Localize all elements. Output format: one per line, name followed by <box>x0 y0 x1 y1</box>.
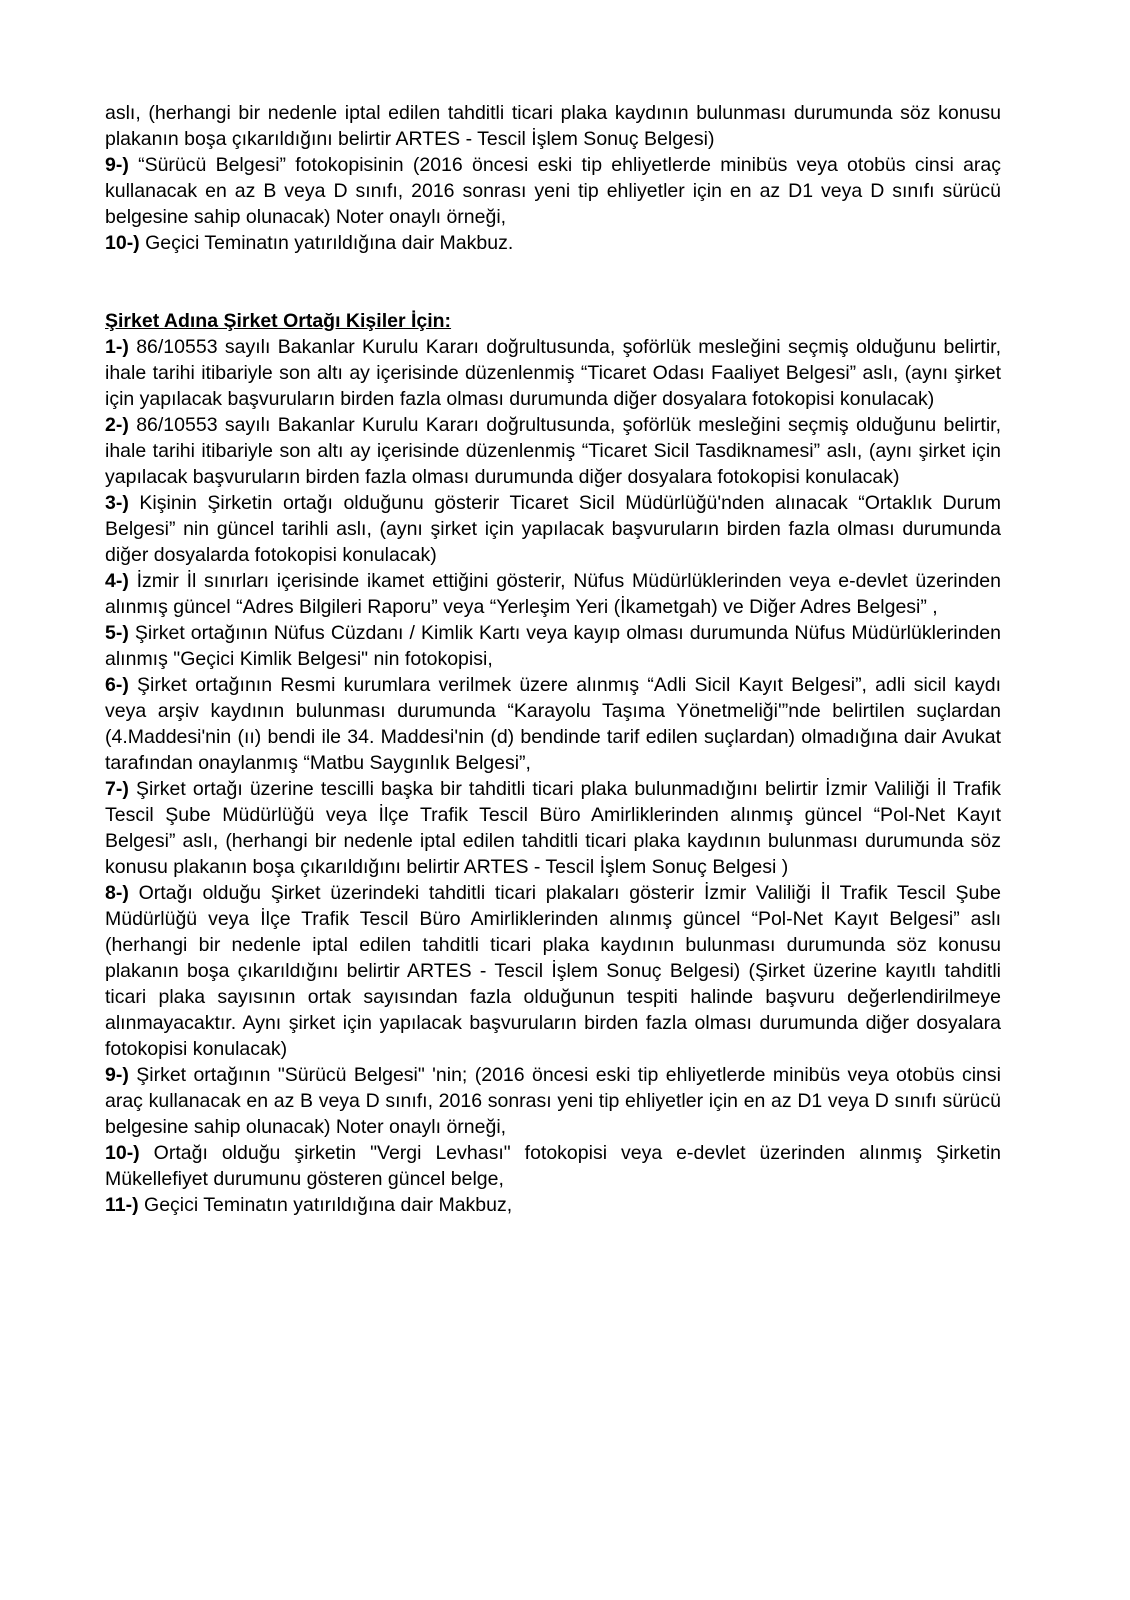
list-item-marker: 11-) <box>105 1194 139 1216</box>
list-item-marker: 1-) <box>105 336 129 358</box>
list-item-marker: 2-) <box>105 414 129 436</box>
list-item <box>105 334 1001 412</box>
section-heading: Şirket Adına Şirket Ortağı Kişiler İçin: <box>105 310 452 332</box>
list-item <box>105 620 1001 672</box>
list-item <box>105 1140 1001 1192</box>
continuation-paragraph <box>105 100 1001 152</box>
list-item <box>105 880 1001 1062</box>
list-item-text: Kişinin Şirketin ortağı olduğunu gösterir Ticaret Sicil Müdürlüğü'nden alınacak “Ortaklık Durum Belgesi” nin güncel tarihli aslı, (aynı şirket için yapılacak başvuruların birden fazla olması durumunda diğer dosyalarda fotokopisi konulacak) <box>105 492 1001 566</box>
list-item-text: Geçici Teminatın yatırıldığına dair Makbuz, <box>144 1194 513 1216</box>
list-item <box>105 1192 1001 1218</box>
list-item-marker: 3-) <box>105 492 129 514</box>
section-heading-row <box>105 308 1001 334</box>
list-item <box>105 568 1001 620</box>
list-item-text: Şirket ortağının Resmi kurumlara verilmek üzere alınmış “Adli Sicil Kayıt Belgesi”, adli sicil kaydı veya arşiv kaydının bulunması durumunda “Karayolu Taşıma Yönetmeliği'”nde belirtilen suçlardan (4.Maddesi'nin (ıı) bendi ile 34. Maddesi'nin (d) bendinde tarif edilen suçlardan) olmadığına dair Avukat tarafından onaylanmış “Matbu Saygınlık Belgesi”, <box>105 674 1001 774</box>
document-content <box>105 100 1001 1218</box>
list-item-marker: 7-) <box>105 778 129 800</box>
list-item-text: Şirket ortağı üzerine tescilli başka bir tahditli ticari plaka bulunmadığını belirtir İzmir Valiliği İl Trafik Tescil Şube Müdürlüğü veya İlçe Trafik Tescil Büro Amirliklerinden alınmış güncel “Pol-Net Kayıt Belgesi” aslı, (herhangi bir nedenle iptal edilen tahditli ticari plaka kaydının bulunması durumunda söz konusu plakanın boşa çıkarıldığını belirtir ARTES - Tescil İşlem Sonuç Belgesi ) <box>105 778 1002 878</box>
list-item-text: Geçici Teminatın yatırıldığına dair Makbuz. <box>145 232 514 254</box>
list-item-text: “Sürücü Belgesi” fotokopisinin (2016 öncesi eski tip ehliyetlerde minibüs veya otobüs cinsi araç kullanacak en az B veya D sınıfı, 2016 sonrası yeni tip ehliyetler için en az D1 veya D sınıfı sürücü belgesine sahip olunacak) Noter onaylı örneği, <box>105 154 1001 228</box>
list-item-marker: 6-) <box>105 674 129 696</box>
list-item-marker: 9-) <box>105 154 129 176</box>
list-item-text: Ortağı olduğu Şirket üzerindeki tahditli ticari plakaları gösterir İzmir Valiliği İl Trafik Tescil Şube Müdürlüğü veya İlçe Trafik Tescil Büro Amirliklerinden alınmış güncel “Pol-Net Kayıt Belgesi” aslı (herhangi bir nedenle iptal edilen tahditli ticari plaka kaydının bulunması durumunda söz konusu plakanın boşa çıkarıldığını belirtir ARTES - Tescil İşlem Sonuç Belgesi) (Şirket üzerine kayıtlı tahditli ticari plaka sayısının ortak sayısından fazla olduğunun tespiti halinde başvuru değerlendirilmeye alınmayacaktır. Aynı şirket için yapılacak başvuruların birden fazla olması durumunda diğer dosyalara fotokopisi konulacak) <box>105 882 1001 1060</box>
list-item-text: 86/10553 sayılı Bakanlar Kurulu Kararı doğrultusunda, şoförlük mesleğini seçmiş olduğunu belirtir, ihale tarihi itibariyle son altı ay içerisinde düzenlenmiş “Ticaret Sicil Tasdiknamesi” aslı, (aynı şirket için yapılacak başvuruların birden fazla olması durumunda diğer dosyalara fotokopisi konulacak) <box>105 414 1001 488</box>
list-item <box>105 490 1001 568</box>
list-item-text: 86/10553 sayılı Bakanlar Kurulu Kararı doğrultusunda, şoförlük mesleğini seçmiş olduğunu belirtir, ihale tarihi itibariyle son altı ay içerisinde düzenlenmiş “Ticaret Odası Faaliyet Belgesi” aslı, (aynı şirket için yapılacak başvuruların birden fazla olması durumunda diğer dosyalara fotokopisi konulacak) <box>105 336 1001 410</box>
list-item-marker: 4-) <box>105 570 129 592</box>
paragraph-text: aslı, (herhangi bir nedenle iptal edilen tahditli ticari plaka kaydının bulunması durumunda söz konusu plakanın boşa çıkarıldığını belirtir ARTES - Tescil İşlem Sonuç Belgesi) <box>105 102 1001 150</box>
list-item-marker: 10-) <box>105 232 140 254</box>
list-item-marker: 9-) <box>105 1064 129 1086</box>
list-item <box>105 1062 1001 1140</box>
list-item-text: Şirket ortağının "Sürücü Belgesi" 'nin; (2016 öncesi eski tip ehliyetlerde minibüs veya otobüs cinsi araç kullanacak en az B veya D sınıfı, 2016 sonrası yeni tip ehliyetler için en az D1 veya D sınıfı sürücü belgesine sahip olunacak) Noter onaylı örneği, <box>105 1064 1001 1138</box>
list-item <box>105 230 1001 256</box>
list-item-marker: 8-) <box>105 882 129 904</box>
list-item <box>105 672 1001 776</box>
list-item <box>105 776 1001 880</box>
list-item-marker: 10-) <box>105 1142 140 1164</box>
list-item-marker: 5-) <box>105 622 129 644</box>
list-item-text: İzmir İl sınırları içerisinde ikamet ettiğini gösterir, Nüfus Müdürlüklerinden veya e-devlet üzerinden alınmış güncel “Adres Bilgileri Raporu” veya “Yerleşim Yeri (İkametgah) ve Diğer Adres Belgesi” , <box>105 570 1001 618</box>
list-item <box>105 412 1001 490</box>
list-item-text: Şirket ortağının Nüfus Cüzdanı / Kimlik Kartı veya kayıp olması durumunda Nüfus Müdürlüklerinden alınmış "Geçici Kimlik Belgesi" nin fotokopisi, <box>105 622 1001 670</box>
list-item-text: Ortağı olduğu şirketin "Vergi Levhası" fotokopisi veya e-devlet üzerinden alınmış Şirketin Mükellefiyet durumunu gösteren güncel belge, <box>105 1142 1001 1190</box>
list-item <box>105 152 1001 230</box>
